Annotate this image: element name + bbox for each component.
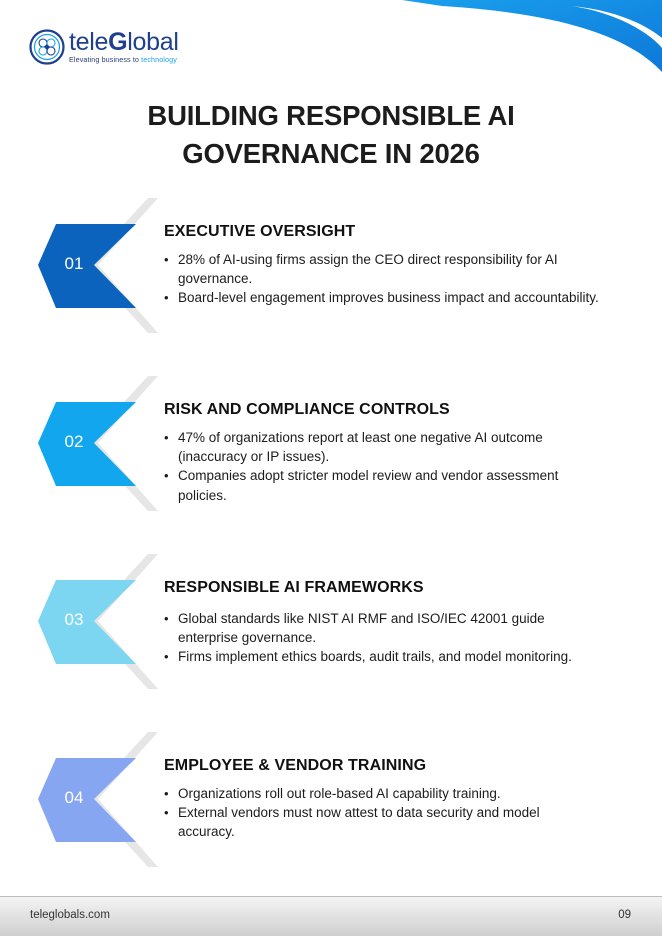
- section-number: 02: [64, 432, 84, 451]
- list-item: • Companies adopt stricter model review and vendor assessment policies.: [164, 466, 604, 504]
- page-number: 09: [618, 909, 631, 921]
- list-item: • 47% of organizations report at least one negative AI outcome (inaccuracy or IP issues).: [164, 428, 604, 466]
- bullet-list: [164, 609, 604, 667]
- section-heading: EXECUTIVE OVERSIGHT: [164, 223, 356, 240]
- section-heading: RISK AND COMPLIANCE CONTROLS: [164, 401, 450, 418]
- globe-logo-icon: [29, 29, 65, 65]
- section-executive-oversight: [0, 198, 662, 333]
- section-number: 03: [64, 610, 84, 629]
- list-item: • Organizations roll out role-based AI capability training.: [164, 784, 564, 803]
- section-number: 01: [64, 254, 84, 273]
- bullet-list: [164, 428, 604, 505]
- footer-website: teleglobals.com: [30, 909, 110, 921]
- brand-name: teleGlobal: [69, 28, 179, 57]
- brand-logo: [29, 27, 179, 67]
- section-heading: EMPLOYEE & VENDOR TRAINING: [164, 757, 427, 774]
- bullet-list: [164, 250, 604, 308]
- page-title: BUILDING RESPONSIBLE AI GOVERNANCE IN 2026: [147, 100, 515, 169]
- section-heading: RESPONSIBLE AI FRAMEWORKS: [164, 579, 424, 596]
- brand-tagline: Elevating business to technology: [69, 55, 177, 65]
- section-risk-compliance: [0, 376, 662, 511]
- page-footer: [0, 896, 662, 936]
- section-employee-vendor-training: [0, 732, 662, 867]
- section-responsible-ai-frameworks: [0, 554, 662, 689]
- list-item: • Firms implement ethics boards, audit trails, and model monitoring.: [164, 647, 604, 666]
- list-item: • 28% of AI-using firms assign the CEO direct responsibility for AI governance.: [164, 250, 604, 288]
- list-item: • Board-level engagement improves business impact and accountability.: [164, 288, 604, 307]
- list-item: • External vendors must now attest to data security and model accuracy.: [164, 803, 564, 841]
- bullet-list: [164, 784, 564, 842]
- section-number: 04: [64, 788, 84, 807]
- list-item: • Global standards like NIST AI RMF and ISO/IEC 42001 guide enterprise governance.: [164, 609, 604, 647]
- corner-wave-decoration: [402, 0, 662, 80]
